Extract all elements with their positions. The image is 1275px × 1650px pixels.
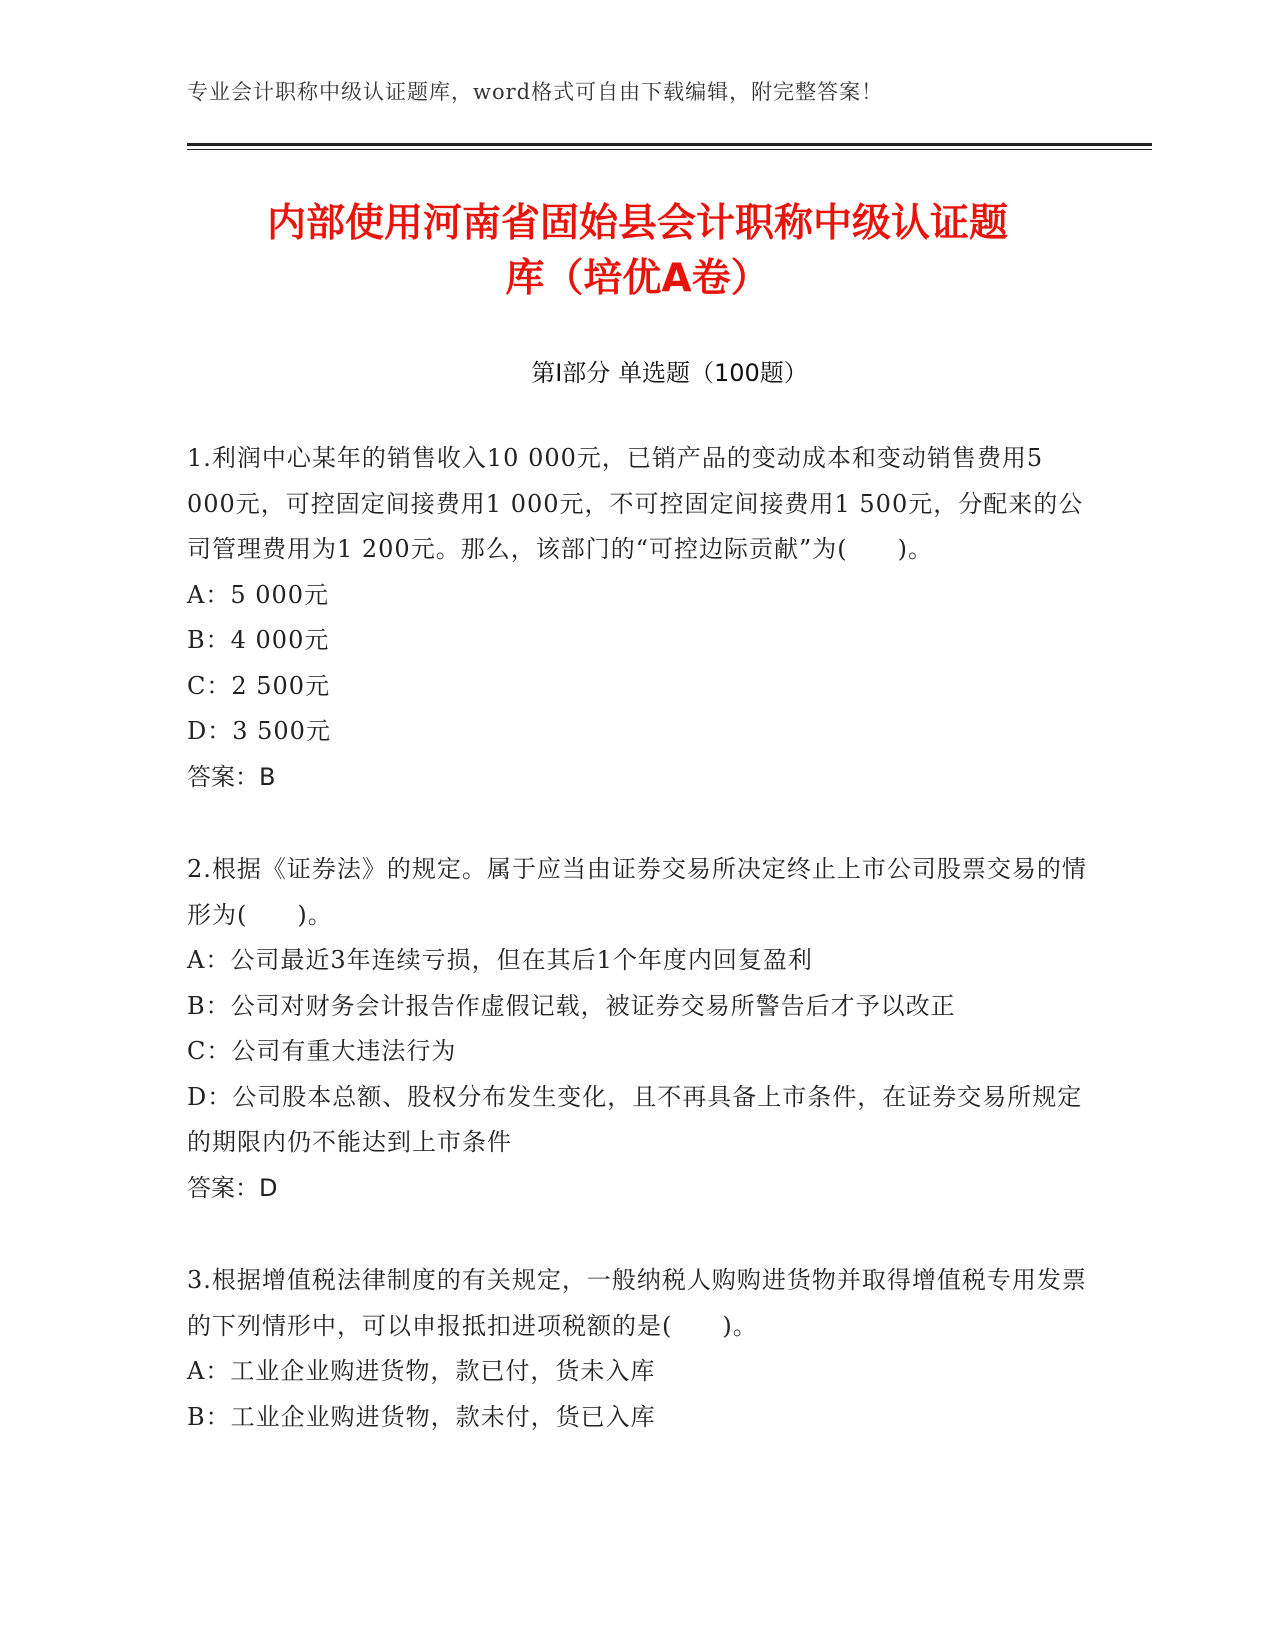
option-a: A：5 000元 <box>187 580 330 609</box>
option-d: D：公司股本总额、股权分布发生变化，且不再具备上市条件，在证券交易所规定的期限内仍不能达到上市条件 <box>187 1082 1083 1156</box>
answer-line: 答案：B <box>187 762 276 791</box>
section-title: 第I部分 单选题（100题） <box>531 359 808 387</box>
option-b: B：工业企业购进货物，款未付，货已入库 <box>187 1402 656 1431</box>
document-title <box>150 196 1125 306</box>
answer-line: 答案：D <box>187 1173 278 1202</box>
option-a: A：公司最近3年连续亏损，但在其后1个年度内回复盈利 <box>187 946 813 974</box>
header-note: 专业会计职称中级认证题库，word格式可自由下载编辑，附完整答案！ <box>187 80 884 104</box>
option-c: C：公司有重大违法行为 <box>187 1037 457 1065</box>
option-c: C：2 500元 <box>187 671 331 700</box>
question-2 <box>187 847 1087 1211</box>
question-list <box>187 436 1087 1487</box>
option-a: A：工业企业购进货物，款已付，货未入库 <box>187 1357 656 1385</box>
question-3 <box>187 1258 1087 1440</box>
option-b: B：4 000元 <box>187 626 330 654</box>
document-title-line2: 库（培优A卷） <box>505 256 770 301</box>
option-d: D：3 500元 <box>187 717 331 745</box>
option-b: B：公司对财务会计报告作虚假记载，被证券交易所警告后才予以改正 <box>187 991 956 1020</box>
question-text: 2.根据《证券法》的规定。属于应当由证券交易所决定终止上市公司股票交易的情形为( )。 <box>187 855 1087 929</box>
header-rule-thick <box>187 143 1152 146</box>
header-rule-thin <box>187 149 1152 150</box>
question-1 <box>187 436 1087 800</box>
document-title-line1: 内部使用河南省固始县会计职称中级认证题 <box>266 201 1008 246</box>
question-text: 3.根据增值税法律制度的有关规定，一般纳税人购购进货物并取得增值税专用发票的下列情形中，可以申报抵扣进项税额的是( )。 <box>187 1266 1087 1340</box>
question-text: 1.利润中心某年的销售收入10 000元，已销产品的变动成本和变动销售费用5 000元，可控固定间接费用1 000元，不可控固定间接费用1 500元，分配来的公司管理费用为1 200元。那么，该部门的“可控边际贡献”为( )。 <box>187 444 1084 563</box>
